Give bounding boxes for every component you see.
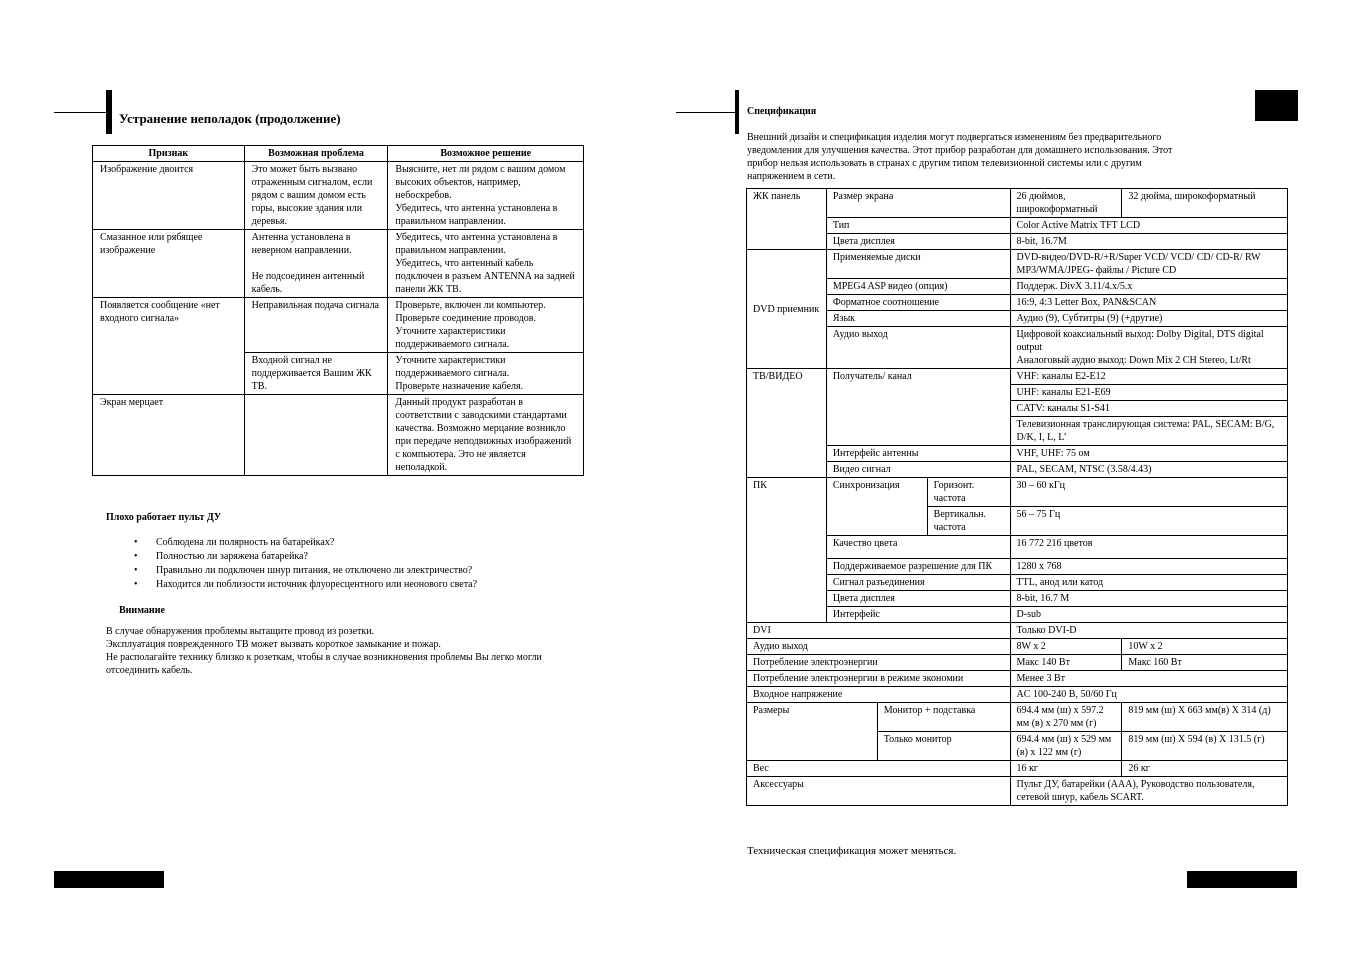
spec-value: DVD-видео/DVD-R/+R/Super VCD/ VCD/ CD/ CD-R/ RW MP3/WMA/JPEG- файлы / Picture CD (1010, 250, 1287, 279)
table-row (93, 298, 584, 353)
attention-line: Не располагайте технику близко к розеткам, чтобы в случае возникновения проблемы Вы легко могли отсоединить кабель. (106, 652, 542, 676)
spec-label: Размеры (747, 703, 878, 761)
spec-label: Аудио выход (826, 327, 1010, 369)
spec-label: Интерфейс антенны (826, 446, 1010, 462)
spec-sublabel: Горизонт. частота (927, 478, 1010, 507)
spec-value: 10W x 2 (1122, 639, 1288, 655)
table-row (747, 687, 1288, 703)
table-row (93, 162, 584, 230)
table-row (747, 536, 1288, 559)
spec-label: Входное напряжение (747, 687, 1011, 703)
spec-value: UHF: каналы E21-E69 (1010, 385, 1287, 401)
attention-line: В случае обнаружения проблемы вытащите провод из розетки. (106, 626, 375, 637)
footer-bar-left (54, 871, 164, 888)
spec-value: PAL, SECAM, NTSC (3.58/4.43) (1010, 462, 1287, 478)
spec-value: Аудио (9), Субтитры (9) (+другие) (1010, 311, 1287, 327)
table-row (747, 279, 1288, 295)
spec-value: 8W x 2 (1010, 639, 1122, 655)
table-row (747, 671, 1288, 687)
spec-footnote: Техническая спецификация может меняться. (747, 845, 957, 857)
table-row (747, 559, 1288, 575)
list-item: • Полностью ли заряжена батарейка? (134, 550, 477, 564)
spec-label: Цвета дисплея (826, 591, 1010, 607)
symptom-cell: Появляется сообщение «нет входного сигнала» (93, 298, 245, 395)
spec-label: Аудио выход (747, 639, 1011, 655)
remote-title: Плохо работает пульт ДУ (106, 512, 222, 523)
table-row (747, 623, 1288, 639)
spec-label: Интерфейс (826, 607, 1010, 623)
spec-sublabel: Только монитор (877, 732, 1010, 761)
table-row (747, 369, 1288, 385)
solution-cell: Проверьте, включен ли компьютер. Проверьте соединение проводов. Уточните характеристики поддерживаемого сигнала. (388, 298, 584, 353)
spec-value: Макс 160 Вт (1122, 655, 1288, 671)
spec-value: 26 кг (1122, 761, 1288, 777)
spec-sublabel: Вертикальн. частота (927, 507, 1010, 536)
table-row (747, 295, 1288, 311)
header-rule-left (54, 112, 106, 113)
spec-intro: Внешний дизайн и спецификация изделия могут подвергаться изменениям без предварительного уведомления для улучшения качества. Этот прибор разработан для домашнего использования. Этот прибор нельзя использовать в странах с другим типом телевизионной системы или с другим напряжением в сети. (747, 132, 1173, 182)
spec-label: Сигнал разъединения (826, 575, 1010, 591)
spec-label: Форматное соотношение (826, 295, 1010, 311)
spec-label: DVI (747, 623, 1011, 639)
attention-line: Эксплуатация поврежденного ТВ может вызвать короткое замыкание и пожар. (106, 639, 441, 650)
spec-label: Качество цвета (826, 536, 1010, 559)
table-row (747, 327, 1288, 369)
symptom-cell: Смазанное или рябящее изображение (93, 230, 245, 298)
spec-value: VHF, UHF: 75 ом (1010, 446, 1287, 462)
table-row (747, 446, 1288, 462)
spec-label: Цвета дисплея (826, 234, 1010, 250)
corner-block (1255, 90, 1298, 121)
page-title-specification: Спецификация (747, 106, 817, 117)
spec-label: Язык (826, 311, 1010, 327)
spec-value: 694.4 мм (ш) x 597.2 мм (в) x 270 мм (г) (1010, 703, 1122, 732)
spec-label: Получатель/ канал (826, 369, 1010, 446)
page-title-troubleshooting: Устранение неполадок (продолжение) (119, 111, 341, 126)
table-row (747, 591, 1288, 607)
spec-value: 819 мм (ш) X 663 мм(в) X 314 (д) (1122, 703, 1288, 732)
problem-cell: Это может быть вызвано отраженным сигналом, если рядом с вашим домом есть горы, высокие здания или деревья. (244, 162, 388, 230)
spec-sublabel: Монитор + подставка (877, 703, 1010, 732)
table-row (747, 311, 1288, 327)
spec-label: Вес (747, 761, 1011, 777)
spec-value: AC 100-240 В, 50/60 Гц (1010, 687, 1287, 703)
spec-value: 8-bit, 16.7 M (1010, 591, 1287, 607)
header-problem: Возможная проблема (244, 146, 388, 162)
spec-group-lcd: ЖК панель (747, 189, 827, 250)
list-item: • Правильно ли подключен шнур питания, не отключено ли электричество? (134, 564, 477, 578)
table-row (747, 761, 1288, 777)
spec-value: Телевизионная транслирующая система: PAL, SECAM: B/G, D/K, I, L, L’ (1010, 417, 1287, 446)
table-header-row (93, 146, 584, 162)
solution-cell: Убедитесь, что антенна установлена в правильном направлении. Убедитесь, что антенный кабель подключен в разъем ANTENNA на задней панели ЖК ТВ. (388, 230, 584, 298)
specification-table (746, 188, 1288, 806)
spec-value: TTL, анод или катод (1010, 575, 1287, 591)
solution-cell: Данный продукт разработан в соответствии с заводскими стандартами качества. Возможно мерцание возникло при передаче неподвижных изображений с компьютера. Это не является неполадкой. (388, 395, 584, 476)
table-row (747, 777, 1288, 806)
symptom-cell: Изображение двоится (93, 162, 245, 230)
spec-value: Макс 140 Вт (1010, 655, 1122, 671)
troubleshooting-table (92, 145, 584, 476)
header-rule-right (676, 112, 735, 113)
spec-label: MPEG4 ASP видео (опция) (826, 279, 1010, 295)
spec-label: Потребление электроэнергии (747, 655, 1011, 671)
spec-value: 1280 x 768 (1010, 559, 1287, 575)
spec-group-pc: ПК (747, 478, 827, 623)
spec-value: VHF: каналы E2-E12 (1010, 369, 1287, 385)
table-row (747, 639, 1288, 655)
spec-label: Синхронизация (826, 478, 927, 536)
table-row (747, 234, 1288, 250)
spec-value: Менее 3 Вт (1010, 671, 1287, 687)
spec-value: CATV: каналы S1-S41 (1010, 401, 1287, 417)
spec-group-tv: ТВ/ВИДЕО (747, 369, 827, 478)
header-solution: Возможное решение (388, 146, 584, 162)
spec-value: 26 дюймов, широкоформатный (1010, 189, 1122, 218)
problem-cell (244, 395, 388, 476)
footer-bar-right (1187, 871, 1297, 888)
symptom-cell: Экран мерцает (93, 395, 245, 476)
spec-label: Тип (826, 218, 1010, 234)
header-bar-right (735, 90, 739, 134)
remote-checklist (134, 536, 477, 592)
spec-value: Цифровой коаксиальный выход: Dolby Digital, DTS digital output Аналоговый аудио выход: Down Mix 2 CH Stereo, Lt/Rt (1010, 327, 1287, 369)
table-row (747, 575, 1288, 591)
spec-group-dvd: DVD приемник (747, 250, 827, 369)
table-row (747, 478, 1288, 507)
spec-value: Пульт ДУ, батарейки (AAA), Руководство пользователя, сетевой шнур, кабель SCART. (1010, 777, 1287, 806)
solution-cell: Уточните характеристики поддерживаемого сигнала. Проверьте назначение кабеля. (388, 353, 584, 395)
problem-cell: Антенна установлена в неверном направлении. Не подсоединен антенный кабель. (244, 230, 388, 298)
spec-label: Применяемые диски (826, 250, 1010, 279)
spec-value: 32 дюйма, широкоформатный (1122, 189, 1288, 218)
spec-value: Color Active Matrix TFT LCD (1010, 218, 1287, 234)
spec-value: 16 772 216 цветов (1010, 536, 1287, 559)
list-item: • Находится ли поблизости источник флуоресцентного или неонового света? (134, 578, 477, 592)
spec-label: Аксессуары (747, 777, 1011, 806)
spec-value: 694.4 мм (ш) x 529 мм (в) x 122 мм (г) (1010, 732, 1122, 761)
spec-label: Поддерживаемое разрешение для ПК (826, 559, 1010, 575)
header-bar-left (106, 90, 112, 134)
spec-value: 8-bit, 16.7M (1010, 234, 1287, 250)
attention-title: Внимание (119, 605, 165, 616)
table-row (747, 189, 1288, 218)
spec-value: Только DVI-D (1010, 623, 1287, 639)
spec-value: 16 кг (1010, 761, 1122, 777)
solution-cell: Выясните, нет ли рядом с вашим домом высоких объектов, например, небоскребов. Убедитесь, что антенна установлена в правильном направлении. (388, 162, 584, 230)
spec-value: D-sub (1010, 607, 1287, 623)
spec-value: 56 – 75 Гц (1010, 507, 1287, 536)
problem-cell: Неправильная подача сигнала (244, 298, 388, 353)
table-row (747, 703, 1288, 732)
table-row (747, 655, 1288, 671)
problem-cell: Входной сигнал не поддерживается Вашим ЖК ТВ. (244, 353, 388, 395)
table-row (93, 230, 584, 298)
spec-value: 16:9, 4:3 Letter Box, PAN&SCAN (1010, 295, 1287, 311)
table-row (747, 218, 1288, 234)
spec-label: Видео сигнал (826, 462, 1010, 478)
header-symptom: Признак (93, 146, 245, 162)
spec-value: Поддерж. DivX 3.11/4.x/5.x (1010, 279, 1287, 295)
table-row (747, 607, 1288, 623)
table-row (747, 462, 1288, 478)
spec-value: 819 мм (ш) X 594 (в) X 131.5 (г) (1122, 732, 1288, 761)
spec-label: Размер экрана (826, 189, 1010, 218)
spec-value: 30 – 60 кГц (1010, 478, 1287, 507)
table-row (93, 395, 584, 476)
list-item: • Соблюдена ли полярность на батарейках? (134, 536, 477, 550)
spec-label: Потребление электроэнергии в режиме экономии (747, 671, 1011, 687)
table-row (747, 250, 1288, 279)
